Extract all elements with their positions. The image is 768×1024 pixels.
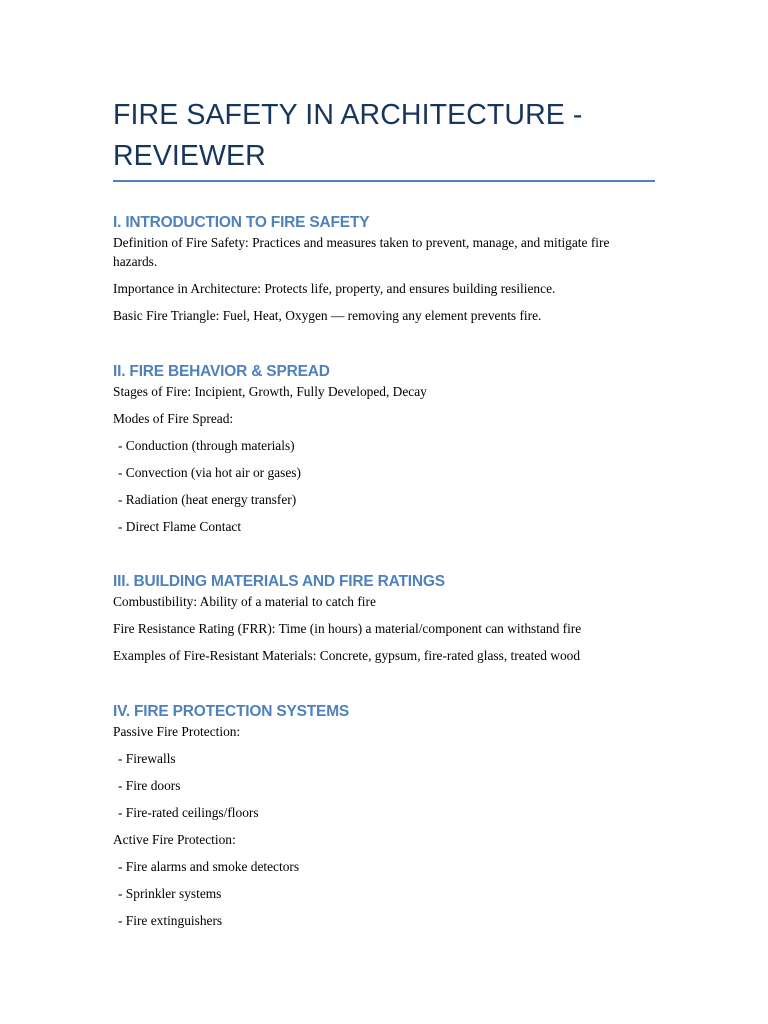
section-heading: I. INTRODUCTION TO FIRE SAFETY <box>113 214 370 231</box>
paragraph: Basic Fire Triangle: Fuel, Heat, Oxygen — removing any element prevents fire. <box>113 308 542 323</box>
section-introduction <box>113 213 656 333</box>
list-item: - Fire alarms and smoke detectors <box>118 859 300 874</box>
section-building-materials <box>113 572 656 673</box>
paragraph: Modes of Fire Spread: <box>113 411 234 426</box>
list-item: - Firewalls <box>118 751 176 766</box>
list-item: - Fire doors <box>118 778 181 793</box>
list-item: - Conduction (through materials) <box>118 438 295 453</box>
paragraph: Examples of Fire-Resistant Materials: Concrete, gypsum, fire-rated glass, treated wood <box>113 648 581 663</box>
list-item: - Radiation (heat energy transfer) <box>118 492 297 507</box>
list-item: - Fire-rated ceilings/floors <box>118 805 259 820</box>
list-item: - Sprinkler systems <box>118 886 222 901</box>
paragraph: Active Fire Protection: <box>113 832 236 847</box>
paragraph: Definition of Fire Safety: Practices and measures taken to prevent, manage, and mitigate fire hazards. <box>113 235 610 269</box>
section-fire-behavior <box>113 362 656 544</box>
section-fire-protection <box>113 702 656 938</box>
title-underline <box>113 180 655 182</box>
section-heading: III. BUILDING MATERIALS AND FIRE RATINGS <box>113 573 445 590</box>
paragraph: Combustibility: Ability of a material to catch fire <box>113 594 376 609</box>
section-heading: IV. FIRE PROTECTION SYSTEMS <box>113 703 350 720</box>
section-heading: II. FIRE BEHAVIOR & SPREAD <box>113 363 330 380</box>
paragraph: Passive Fire Protection: <box>113 724 241 739</box>
list-item: - Direct Flame Contact <box>118 519 242 534</box>
list-item: - Fire extinguishers <box>118 913 223 928</box>
document-title: FIRE SAFETY IN ARCHITECTURE - REVIEWER <box>113 99 583 172</box>
list-item: - Convection (via hot air or gases) <box>118 465 301 480</box>
paragraph: Stages of Fire: Incipient, Growth, Fully Developed, Decay <box>113 384 427 399</box>
paragraph: Fire Resistance Rating (FRR): Time (in hours) a material/component can withstand fire <box>113 621 582 636</box>
paragraph: Importance in Architecture: Protects life, property, and ensures building resilience. <box>113 281 556 296</box>
